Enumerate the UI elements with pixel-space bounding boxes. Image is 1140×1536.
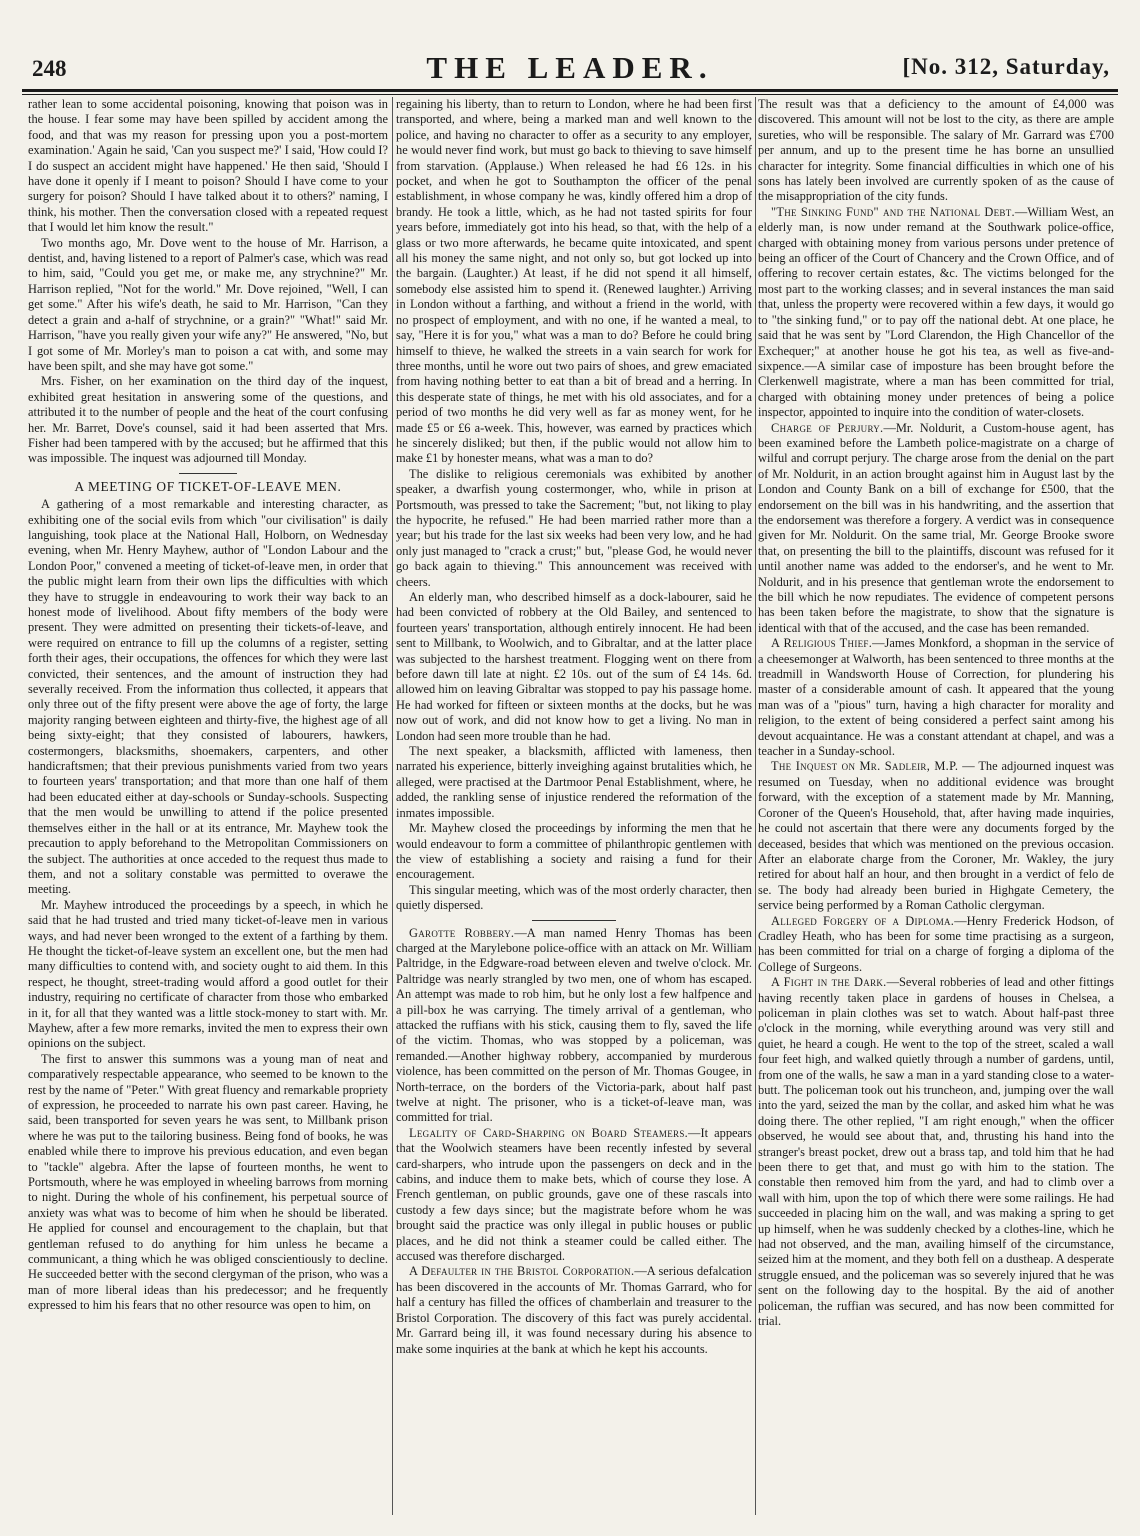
column-2 (396, 97, 752, 1527)
newspaper-title: THE LEADER. (426, 50, 714, 85)
article-paragraph: Two months ago, Mr. Dove went to the house of Mr. Harrison, a dentist, and, having listened to a report of Palmer's case, which was read to him, said, "Could you get me, or make me, any strychnine?" Mr. Harrison replied, "Not for the world." Mr. Dove rejoined, "Well, I can get some." After his wife's death, he said to Mr. Harrison, "Can they detect a grain and a-half of strychnine, or a grain?" "What!" said Mr. Harrison, "have you really given your wife any?" He answered, "No, but I got some of Mr. Morley's man to poison a cat with, and some may have been spilt, and she may have got some." (28, 235, 388, 373)
news-item-text: —Several robberies of lead and other fittings having recently taken place in gardens of houses in Chelsea, a policeman in plain clothes was set to watch. About half-past three o'clock in the morning, while everything around was very still and quiet, he heard a cough. He went to the top of the street, scaled a wall four feet high, and walked quietly through a number of gardens, until, from one of the walls, he saw a man in a yard standing close to a water-butt. The policeman took out his truncheon, and, jumping over the wall into the yard, seized the man by the collar, and asked him what he was doing there. The other replied, "I am right enough," when the officer observed, he would see about that, and, thrusting his hand into the stranger's breast pocket, drew out a brass tap, and told him that he had been there to get that, and must go with him to the station. The constable then removed him from the yard, and had to climb over a wall with him, upon the top of which there were some railings. He had succeeded in placing him on the wall, and was making a spring to get up himself, when he was suddenly checked by a clothes-line, which he had not observed, and the man, availing himself of the circumstance, seized him at the moment, and they both fell on a dustheap. A desperate struggle ensued, and the policeman was so severely injured that he was sent on the following day to the hospital. By the aid of another policeman, the ruffian was secured, and has now been committed for trial. (758, 975, 1114, 1329)
article-paragraph: The result was that a deficiency to the amount of £4,000 was discovered. This amount will not be lost to the city, as there are ample sureties, who will be responsible. The salary of Mr. Garrard was £700 per annum, and up to the present time he has borne an unsullied character for integrity. Some financial difficulties in which one of his sons has lately been involved are currently spoken of as the cause of the misappropriation of the city funds. (758, 97, 1114, 204)
column-1 (28, 97, 388, 1527)
masthead (22, 48, 1118, 88)
article-paragraph: The first to answer this summons was a young man of neat and comparatively respectable appearance, who seemed to be known to the rest by the name of "Peter." With great fluency and remarkable propriety of expression, he proceeded to narrate his own past career. Having, he said, been transported for seven years he was sent, to Millbank prison where he was put to the tailoring business. Being fond of books, he was enabled while there to improve his previous education, and even began to "tackle" algebra. After the lapse of fourteen months, he went to Portsmouth, where he was employed in wheeling barrows from morning to night. During the whole of his confinement, his perpetual source of anxiety was what was to become of him when he should be liberated. He applied for counsel and encouragement to the chaplain, but that gentleman refused to do anything for him unless he became a communicant, a thing which he was obliged conscientiously to decline. He succeeded better with the second clergyman of the prison, who was a man of more liberal ideas than his predecessor; and he frequently expressed to him his fears that no other resource was open to him, on (28, 1051, 388, 1313)
news-item-heading: A Religious Thief. (771, 636, 873, 651)
news-item-text: —William West, an elderly man, is now under remand at the Southwark police-office, charged with obtaining money from various persons under pretence of being an officer of the Court of Chancery and the Crown Office, and of offering to recover certain estates, &c. The victims belonged for the most part to the working classes; and in several instances the man said that, unless the property were recovered within a few days, it would go to "the sinking fund," or to pay off the national debt. At one place, he said that he was sent by "Lord Clarendon, the High Chancellor of the Exchequer;" at another house he got his tea, as well as five-and-sixpence.—A similar case of imposture has been brought before the Clerkenwell magistrate, where a man has been committed for trial, charged with obtaining money under pretences of being a police inspector, appointed to inquire into the condition of water-closets. (758, 204, 1114, 420)
news-item-text: —A serious defalcation has been discovered in the accounts of Mr. Thomas Garrard, who for half a century has filled the offices of chamberlain and treasurer to the Bristol Corporation. The discovery of this fact was purely accidental. Mr. Garrard being ill, it was found necessary during his absence to make some inquiries at the bank at which he kept his accounts. (396, 1264, 752, 1356)
section-separator (532, 920, 616, 921)
news-item (758, 759, 1114, 913)
section-separator (179, 473, 237, 474)
news-item (758, 205, 1114, 421)
article-paragraph: The next speaker, a blacksmith, afflicted with lameness, then narrated his experience, bitterly inveighing against brutalities which, he alleged, were practised at the Dartmoor Penal Establishment, where, he added, the rankling sense of injustice rendered the reformation of the inmates impossible. (396, 744, 752, 820)
article-paragraph: This singular meeting, which was of the most orderly character, then quietly dispersed. (396, 882, 752, 913)
column-3 (758, 97, 1114, 1527)
masthead-rule-thin (22, 94, 1118, 95)
news-item-heading: A Defaulter in the Bristol Corporation. (409, 1264, 635, 1279)
news-item (758, 636, 1114, 759)
article-paragraph: A gathering of a most remarkable and interesting character, as exhibiting one of the social evils from which "our civilisation" is daily languishing, took place at the National Hall, Holborn, on Wednesday evening, when Mr. Henry Mayhew, author of "London Labour and the London Poor," convened a meeting of ticket-of-leave men, in order that the public might learn from their own lips the difficulties with which they have to struggle in endeavouring to work their way back to an honest mode of livelihood. About fifty members of the body were present. They were admitted on presenting their tickets-of-leave, and were required on entrance to fill up the columns of a register, setting forth their ages, their occupations, the offences for which they were last convicted, their sentences, and the amount of instruction they had severally received. From the information thus collected, it appears that only three out of the fifty present were above the age of forty, the large majority ranging between eighteen and thirty-five, the highest age of all being sixty-eight; that they consisted of labourers, hawkers, costermongers, blacksmiths, shoemakers, carpenters, and other handicraftsmen; that their previous punishments varied from two years to fourteen years' transportation; and that more than one half of them had been educated either at day-schools or Sunday-schools. Suspecting that the men would be unwilling to attend if the police presented themselves either in the hall or at its entrance, Mr. Mayhew took the precaution to apply beforehand to the Metropolitan Commissioners on the subject. The authorities at once acceded to the request thus made to them, and not a solitary constable was permitted to overawe the meeting. (28, 497, 388, 897)
column-divider-2 (755, 97, 756, 1515)
news-item-heading: Garotte Robbery. (409, 925, 515, 940)
news-item-heading: Charge of Perjury. (771, 420, 884, 435)
news-item-text: —Henry Frederick Hodson, of Cradley Heath, who has been for some time practising as a surgeon, has been committed for trial on a charge of forging a diploma of the College of Surgeons. (758, 913, 1114, 974)
news-item-heading: Legality of Card-Sharping on Board Steamers. (409, 1125, 689, 1140)
news-item-text: —A man named Henry Thomas has been charged at the Marylebone police-office with an attack on Mr. William Paltridge, in the Edgware-road between eleven and twelve o'clock. Mr. Paltridge was nearly strangled by two men, one of whom has escaped. An attempt was made to rob him, but he only lost a few halfpence and a pill-box he was carrying. The timely arrival of a gentleman, who attacked the ruffians with his stick, causing them to fly, saved the life of the victim. Thomas, who was stopped by a policeman, was remanded.—Another highway robbery, accompanied by murderous violence, has been committed on the person of Mr. Thomas Gougee, in North-terrace, on the borders of the Victoria-park, about half past twelve at night. The prisoner, who is a ticket-of-leave man, was committed for trial. (396, 925, 752, 1125)
issue-label: [No. 312, Saturday, (902, 54, 1110, 79)
article-paragraph: Mr. Mayhew introduced the proceedings by a speech, in which he said that he had trusted and tried many ticket-of-leave men in various ways, and had never been wronged to the extent of a farthing by them. He thought the ticket-of-leave system an excellent one, but the men had many difficulties to contend with, and society ought to aid them. In this respect, he thought, street-trading would afford a good outlet for their industry, requiring no certificate of character from those who embarked in it, for all that they wanted was a little stock-money to start with. Mr. Mayhew, after a few more remarks, invited the men to express their own opinions on the subject. (28, 897, 388, 1051)
page-number: 248 (32, 56, 67, 81)
news-item (758, 914, 1114, 976)
news-item-text: —It appears that the Woolwich steamers have been recently infested by several card-sharpers, who intrude upon the passengers on deck and in the cabins, and induce them to make bets, which of course they lose. A French gentleman, on public grounds, gave one of these rascals into custody a few days since; but the magistrate before whom he was brought said the practice was only illegal in public houses or public places, and he did not think a steamer could be called either. The accused was therefore discharged. (396, 1125, 752, 1264)
news-item-text: —James Monkford, a shopman in the service of a cheesemonger at Walworth, has been sentenced to three months at the treadmill in Wandsworth House of Correction, for plundering his master of a considerable amount of cash. It appeared that the young man was of a "pious" turn, having a high character for morality and religion, to the extent of being considered a perfect saint among his devout acquaintance. He was a constant attendant at chapel, and was a teacher in a Sunday-school. (758, 636, 1114, 759)
news-item-heading: The Inquest on Mr. Sadleir, M.P. (771, 759, 959, 774)
news-item-heading: A Fight in the Dark. (771, 975, 887, 990)
news-item-heading: Alleged Forgery of a Diploma. (771, 913, 955, 928)
news-item-text: —Mr. Noldurit, a Custom-house agent, has been examined before the Lambeth police-magistrate on a charge of wilful and corrupt perjury. The charge arose from the denial on the part of Mr. Noldurit, in an action brought against him in August last by the London and County Bank on a bill of exchange for £500, that the endorsement on the bill was in his handwriting, and the assertion that the endorsement was therefore a forgery. A verdict was in consequence given for Mr. Noldurit. On the same trial, Mr. George Brooke swore that, on presenting the bill to the plaintiffs, discount was refused for it until another name was added to the endorser's, and he went to Mr. Noldurit, and in his presence that gentleman wrote the endorsement to the bill which he now repudiates. The evidence of competent persons has been taken before the magistrate, to show that the signature is identical with that of the accused, and the case has been remanded. (758, 420, 1114, 635)
news-item (396, 1264, 752, 1356)
news-item (396, 1126, 752, 1265)
article-paragraph: An elderly man, who described himself as a dock-labourer, said he had been convicted of robbery at the Old Bailey, and sentenced to fourteen years' transportation, although entirely innocent. He had been sent to Millbank, to Woolwich, and to Gibraltar, and at the latter place was subjected to the harshest treatment. Flogging went on there from before dawn till late at night. £2 10s. out of the sum of £4 14s. 6d. allowed him on leaving Gibraltar was stopped to pay his passage home. He had worked for fifteen or sixteen months at the docks, but he was now out of work, and did not know how to get a living. No man in London had seen more trouble than he had. (396, 590, 752, 743)
news-item-text: — The adjourned inquest was resumed on Tuesday, when no additional evidence was brought forward, with the exception of a statement made by Mr. Manning, Coroner of the Queen's Household, that, after having made inquiries, he could not ascertain that there were any documents forged by the deceased, besides that which was mentioned on the previous occasion. After an elaborate charge from the Coroner, Mr. Wakley, the jury retired for about half an hour, and then brought in a verdict of felo de se. The body had already been buried in Highgate Cemetery, the service being performed by a Roman Catholic clergyman. (758, 759, 1114, 913)
article-paragraph: regaining his liberty, than to return to London, where he had been first transported, and where, being a marked man and well known to the police, and having no character to offer as a security to any employer, he would never find work, but must go back to thieving to save himself from starvation. (Applause.) When released he had £6 12s. in his pocket, and when he got to Southampton the officer of the penal establishment, in whose company he was, kindly offered him a drop of brandy. He took a little, which, as he had not tasted spirits for four years before, immediately got into his head, so that, with the help of a glass or two more afterwards, he became quite intoxicated, and spent all his money the same night, and not only so, but got locked up into the bargain. (Laughter.) At least, if he did not spend it all himself, somebody else assisted him to spend it. (Renewed laughter.) Arriving in London without a farthing, and without a friend in the world, with no prospect of employment, and with no one, if he wanted a meal, to say, "Here it is for you," what was a man to do? Before he could bring himself to thieve, he walked the streets in a vain search for work for three months, until he wore out two pairs of shoes, and grew emaciated from having nothing better to eat than a bit of bread and a herring. In this desperate state of things, he met with his old associates, and for a period of two months he did very well as far as money went, for he made £5 or £6 a-week. This, however, was earned by practices which he sincerely disliked; but then, if the public would not allow him to make £1 by honester means, what was a man to do? (396, 97, 752, 466)
masthead-rule-thick (22, 89, 1118, 92)
news-item (758, 975, 1114, 1329)
article-paragraph: The dislike to religious ceremonials was exhibited by another speaker, a dwarfish young costermonger, who, while in prison at Portsmouth, was pressed to take the Sacrement; "but, not liking to play the hypocrite, he refused." He had been married rather more than a year; but his trade for the last six weeks had been very low, and he had only just managed to "crack a crust;" but, "please God, he would never go back again to thieving." This announcement was received with cheers. (396, 466, 752, 589)
news-item-heading: "The Sinking Fund" and the National Debt. (771, 204, 1015, 219)
article-paragraph: Mrs. Fisher, on her examination on the third day of the inquest, exhibited great hesitation in answering some of the questions, and attributed it to the number of people and the heat of the court confusing her. Mr. Barret, Dove's counsel, said it had been asserted that Mrs. Fisher had been tampered with by the accused; but he affirmed that this was impossible. The inquest was adjourned till Monday. (28, 374, 388, 466)
section-title: A MEETING OF TICKET-OF-LEAVE MEN. (74, 478, 342, 494)
article-paragraph: Mr. Mayhew closed the proceedings by informing the men that he would endeavour to form a committee of philanthropic gentlemen with the view of establishing a society and raising a fund for their encouragement. (396, 821, 752, 882)
news-item (758, 421, 1114, 637)
news-item (396, 926, 752, 1126)
column-divider-1 (392, 97, 393, 1515)
article-paragraph: rather lean to some accidental poisoning, knowing that poison was in the house. I fear some may have been spilled by accident among the food, and that was my reason for pressing upon you a post-mortem examination.' Again he said, 'Can you suspect me?' I said, 'How could I? I do suspect an accident might have happened.' He then said, 'Should I have done it openly if I meant to poison? Should I have come to your surgery for poison? Should I have talked about it to others?' naming, I think, his mother. Then the conversation closed with a repeated request that I would let him know the result." (28, 97, 388, 235)
